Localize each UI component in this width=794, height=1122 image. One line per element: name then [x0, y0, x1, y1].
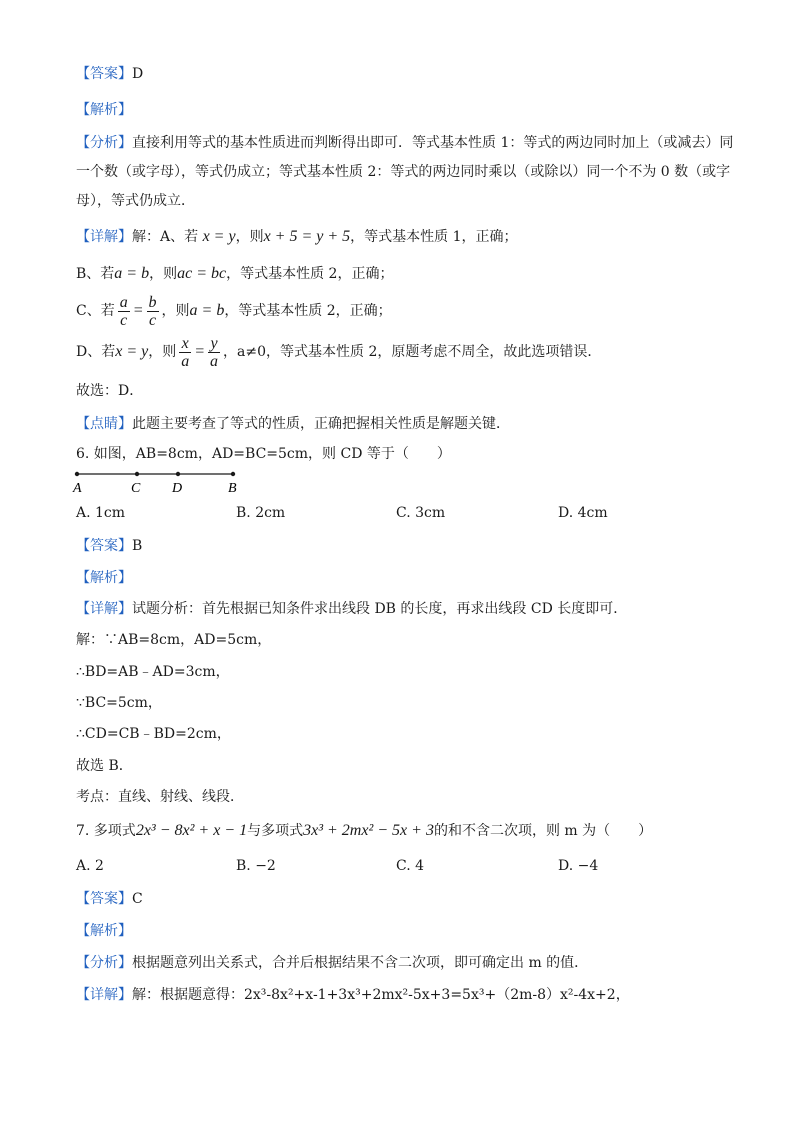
q5-detail-d: D、若x = y，则 $\frac{x}{a}$ = $\frac{y}{a}$ ，a≠0，等式基本性质 2，原题考虑不周全，故此选项错误． — [76, 334, 602, 370]
q6-answer-line: 【答案】B — [76, 538, 143, 554]
q5-answer-line — [76, 64, 143, 84]
q6-detail: 【详解】试题分析：首先根据已知条件求出线段 DB 的长度，再求出线段 CD 长度即可． — [76, 601, 628, 617]
q7-option-b: B. −2 — [236, 858, 276, 874]
q5-dianjing: 【点睛】此题主要考查了等式的性质，正确把握相关性质是解题关键． — [76, 416, 510, 432]
q7-option-a: A. 2 — [76, 858, 104, 874]
segment-svg — [70, 466, 250, 498]
answer-value: D — [132, 66, 144, 82]
line-segment-figure — [70, 466, 250, 498]
q5-choose: 故选：D． — [76, 383, 144, 399]
q5-detail-b: B、若a = b，则ac = bc，等式基本性质 2，正确； — [76, 265, 394, 282]
fraction: $\frac{b}{c}$ — [148, 293, 157, 329]
point-d — [176, 472, 180, 476]
q6-option-b: B. 2cm — [236, 505, 286, 521]
q7-fenxi: 【分析】根据题意列出关系式，合并后根据结果不含二次项，即可确定出 m 的值． — [76, 955, 589, 971]
q5-fenxi-line2: 一个数（或字母），等式仍成立；等式基本性质 2：等式的两边同时乘以（或除以）同一个不为 0 数（或字 — [76, 164, 731, 180]
q6-analysis-tag: 【解析】 — [76, 570, 132, 586]
q5-detail-c: C、若 $\frac{a}{c}$ = $\frac{b}{c}$ ，则a = b，等式基本性质 2，正确； — [76, 293, 392, 329]
q6-stem: 6. 如图，AB=8cm，AD=BC=5cm，则 CD 等于（ ） — [76, 446, 451, 462]
q6-kaodian: 考点：直线、射线、线段． — [76, 789, 244, 805]
q7-option-c: C. 4 — [396, 858, 425, 874]
polynomial-1: 2x³ − 8x² + x − 1 — [135, 822, 248, 839]
q6-choose: 故选 B． — [76, 758, 133, 774]
fraction: $\frac{x}{a}$ — [181, 334, 190, 370]
equation: a = b — [189, 302, 225, 319]
equation: x = y — [202, 228, 236, 245]
equation: x = y — [115, 343, 149, 360]
q6-sol2: ∴BD=AB﹣AD=3cm， — [76, 664, 230, 680]
q6-option-c: C. 3cm — [396, 505, 446, 521]
q5-analysis-tag: 【解析】 — [76, 102, 132, 118]
point-c — [135, 472, 139, 476]
q7-analysis-tag: 【解析】 — [76, 923, 132, 939]
q7-detail: 【详解】解：根据题意得：2x³-8x²+x-1+3x³+2mx²-5x+3=5x³+（2m-8）x²-4x+2， — [76, 987, 630, 1003]
q5-fenxi-line3: 母），等式仍成立． — [76, 193, 195, 209]
q6-sol1: 解：∵AB=8cm，AD=5cm， — [76, 632, 272, 648]
q7-option-d: D. −4 — [558, 858, 599, 874]
label-d: D — [172, 481, 183, 496]
fraction: $\frac{a}{c}$ — [119, 293, 128, 329]
equation: ac = bc — [177, 265, 227, 282]
q6-sol3: ∵BC=5cm， — [76, 695, 162, 711]
q5-detail-a: 【详解】解：A、若 x = y，则x + 5 = y + 5，等式基本性质 1，正确； — [76, 228, 518, 245]
q6-option-d: D. 4cm — [558, 505, 608, 521]
label-b: B — [228, 481, 237, 496]
fraction: $\frac{y}{a}$ — [210, 334, 219, 370]
label-c: C — [131, 481, 141, 496]
answer-tag: 【答案】 — [76, 66, 132, 82]
equation: a = b — [114, 265, 150, 282]
point-b — [231, 472, 235, 476]
q7-answer-line: 【答案】C — [76, 891, 143, 907]
q5-fenxi-line1: 【分析】直接利用等式的基本性质进而判断得出即可．等式基本性质 1：等式的两边同时加上（或减去）同 — [76, 135, 734, 151]
equation: x + 5 = y + 5 — [263, 228, 351, 245]
label-a: A — [73, 481, 82, 496]
q6-sol4: ∴CD=CB﹣BD=2cm， — [76, 726, 231, 742]
q7-stem: 7. 多项式2x³ − 8x² + x − 1与多项式3x³ + 2mx² − 5x + 3的和不含二次项，则 m 为（ ） — [76, 822, 653, 839]
point-a — [75, 472, 79, 476]
polynomial-2: 3x³ + 2mx² − 5x + 3 — [303, 822, 434, 839]
q6-option-a: A. 1cm — [76, 505, 126, 521]
